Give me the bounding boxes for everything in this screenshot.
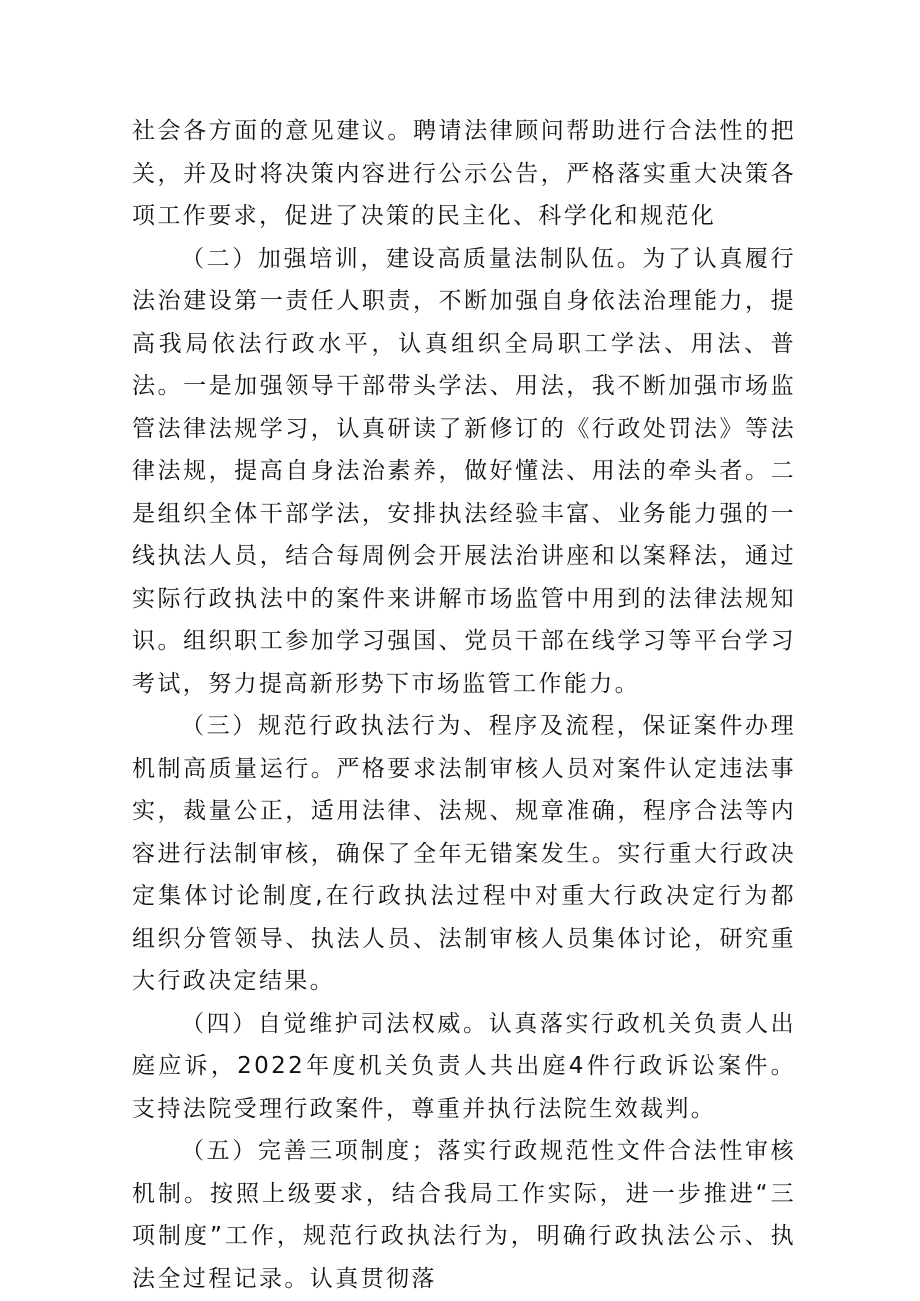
paragraph-law-enforcement: （三）规范行政执法行为、程序及流程，保证案件办理机制高质量运行。严格要求法制审核人员对案件认定违法事实，裁量公正，适用法律、法规、规章准确，程序合法等内容进行法制审核，确保了全年无错案发生。实行重大行政决定集体讨论制度,在行政执法过程中对重大行政决定行为都组织分管领导、执法人员、法制审核人员集体讨论，研究重大行政决定结果。 xyxy=(132,713,796,994)
paragraph-three-systems: （五）完善三项制度；落实行政规范性文件合法性审核机制。按照上级要求，结合我局工作实际，进一步推进“三项制度”工作，规范行政执法行为，明确行政执法公示、执法全过程记录。认真贯彻落 xyxy=(132,1138,796,1292)
document-body xyxy=(132,110,796,1300)
paragraph-decision-making: 社会各方面的意见建议。聘请法律顾问帮助进行合法性的把关，并及时将决策内容进行公示公告，严格落实重大决策各项工作要求，促进了决策的民主化、科学化和规范化 xyxy=(132,118,796,229)
paragraph-training: （二）加强培训，建设高质量法制队伍。为了认真履行法治建设第一责任人职责，不断加强自身依法治理能力，提高我局依法行政水平，认真组织全局职工学法、用法、普法。一是加强领导干部带头学法、用法，我不断加强市场监管法律法规学习，认真研读了新修订的《行政处罚法》等法律法规，提高自身法治素养，做好懂法、用法的牵头者。二是组织全体干部学法，安排执法经验丰富、业务能力强的一线执法人员，结合每周例会开展法治讲座和以案释法，通过实际行政执法中的案件来讲解市场监管中用到的法律法规知识。组织职工参加学习强国、党员干部在线学习等平台学习考试，努力提高新形势下市场监管工作能力。 xyxy=(132,245,796,697)
paragraph-judicial-authority: （四）自觉维护司法权威。认真落实行政机关负责人出庭应诉，2022年度机关负责人共出庭4件行政诉讼案件。支持法院受理行政案件，尊重并执行法院生效裁判。 xyxy=(132,1010,796,1122)
